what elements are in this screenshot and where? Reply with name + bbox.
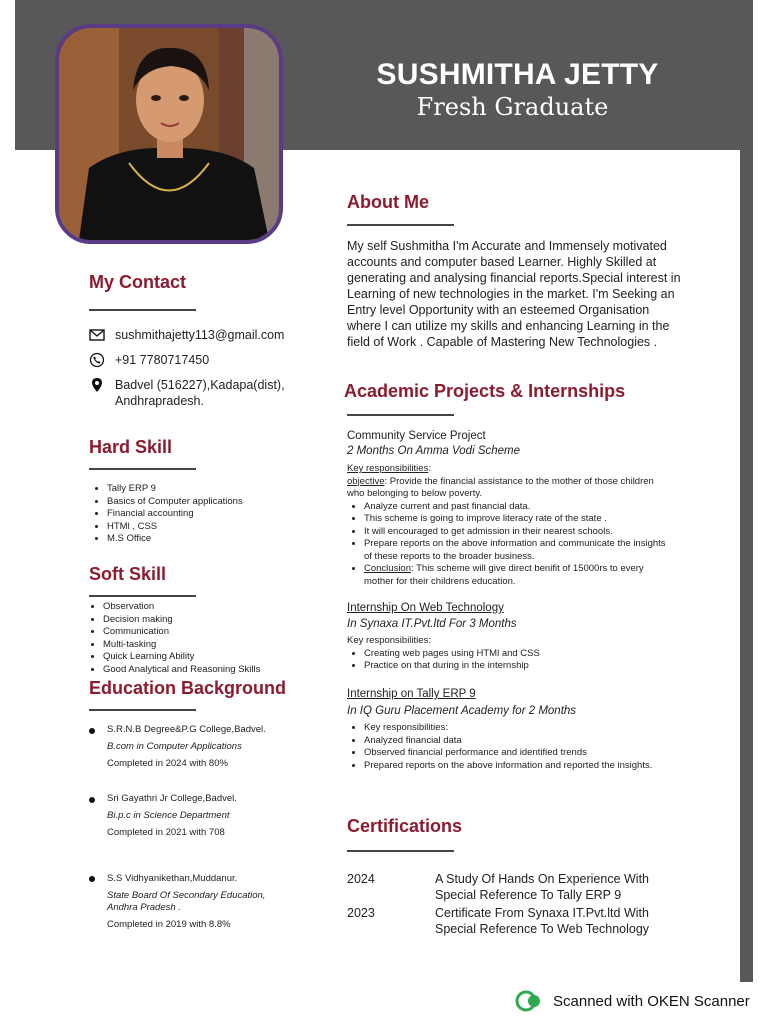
web-internship-subtitle: In Synaxa IT.Pvt.ltd For 3 Months [347, 618, 517, 630]
contact-divider [89, 309, 196, 311]
education-title: Education Background [89, 678, 287, 698]
phone-icon [89, 352, 105, 368]
list-item: • Basics of Computer applications [107, 496, 243, 509]
education-divider [89, 709, 196, 711]
web-list [347, 648, 697, 673]
cert-year: 2024 [347, 872, 375, 886]
education-completed: Completed in 2024 with 80% [107, 758, 228, 769]
community-objective [347, 476, 697, 489]
projects-divider [347, 414, 454, 416]
list-item: • Observed financial performance and identified trends [364, 747, 707, 760]
list-item: • This scheme is going to improve literacy rate of the state . [364, 513, 697, 526]
education-course: State Board Of Secondary Education, [107, 890, 266, 901]
candidate-name: SUSHMITHA JETTY [376, 58, 659, 91]
list-item: • Good Analytical and Reasoning Skills [103, 664, 260, 677]
community-key-colon: : [428, 463, 431, 474]
education-bullet [89, 728, 95, 734]
objective-text-line2: who belonging to below poverty. [347, 488, 483, 499]
list-item: • Financial accounting [107, 508, 243, 521]
certifications-divider [347, 850, 454, 852]
education-course: Bi.p.c in Science Department [107, 810, 230, 821]
scanner-text: Scanned with OKEN Scanner [553, 992, 750, 1010]
about-line: My self Sushmitha I'm Accurate and Immensely motivated [347, 239, 667, 253]
education-entry [107, 724, 266, 770]
list-item: • HTMl , CSS [107, 521, 243, 534]
about-line: where I can utilize my skills and enhancing Learning in the [347, 319, 670, 333]
cert-entry [435, 871, 649, 903]
about-title: About Me [347, 192, 429, 212]
conclusion-text-line2: mother for their childrens education. [364, 576, 516, 588]
scanner-logo-icon [515, 990, 545, 1012]
list-item: • Tally ERP 9 [107, 483, 243, 496]
education-school: Sri Gayathri Jr College,Badvel. [107, 793, 237, 804]
education-course: B.com in Computer Applications [107, 741, 242, 752]
about-line: generating and analysing financial reports.Special interest in [347, 271, 681, 285]
list-item: • It will encouraged to get admission in their nearest schools. [364, 526, 697, 539]
contact-phone[interactable]: +91 7780717450 [115, 353, 210, 367]
cert-line1: A Study Of Hands On Experience With [435, 872, 649, 886]
contact-address-line1: Badvel (516227),Kadapa(dist), [115, 378, 285, 392]
scanner-watermark [515, 990, 750, 1012]
community-list [347, 501, 697, 589]
soft-skill-divider [89, 595, 196, 597]
projects-title: Academic Projects & Internships [344, 381, 626, 401]
list-item: • M.S Office [107, 533, 243, 546]
education-school: S.S Vidhyanikethan,Muddanur. [107, 873, 238, 884]
profile-photo-illustration [59, 28, 279, 240]
conclusion-text: : This scheme will give direct benifit of 15000rs to every [411, 563, 644, 575]
list-item: • Key responsibilities: [364, 722, 707, 735]
about-line: field of Work . Capable of Mastering New Technologies . [347, 335, 658, 349]
objective-text: : Provide the financial assistance to the mother of those children [384, 475, 654, 487]
education-course-line2: Andhra Pradesh . [107, 902, 181, 913]
education-entry [107, 793, 237, 839]
cert-line2: Special Reference To Web Technology [435, 922, 650, 936]
cert-year: 2023 [347, 906, 375, 920]
community-project [347, 429, 697, 589]
community-key-row [347, 463, 697, 476]
soft-skill-list [91, 601, 260, 677]
cert-line2: Special Reference To Tally ERP 9 [435, 888, 622, 902]
list-item: • Creating web pages using HTMl and CSS [364, 648, 697, 661]
education-bullet [89, 876, 95, 882]
list-item: • Prepared reports on the above information and reported the insights. [364, 760, 707, 773]
location-pin-icon [89, 377, 105, 393]
right-shadow-bar [740, 150, 753, 982]
hard-skill-divider [89, 468, 196, 470]
hard-skill-title: Hard Skill [89, 437, 173, 457]
list-item: • Practice on that during in the internship [364, 660, 697, 673]
about-line: Entry level Opportunity with an esteemed Organisation [347, 303, 650, 317]
about-line: Learning of new technologies in the market. I'm Seeking an [347, 287, 675, 301]
candidate-subtitle: Fresh Graduate [416, 93, 609, 121]
community-key-label: Key responsibilities [347, 463, 429, 474]
tally-internship-title: Internship on Tally ERP 9 [347, 688, 476, 700]
list-item: • Observation [103, 601, 260, 614]
list-item: • Analyzed financial data [364, 735, 707, 748]
education-completed: Completed in 2021 with 708 [107, 827, 225, 838]
contact-address-row [89, 377, 285, 409]
community-project-title: Community Service Project [347, 430, 486, 442]
contact-phone-row [89, 352, 209, 368]
list-item: • Prepare reports on the above information and communicate the insights [364, 538, 697, 551]
tally-list [347, 722, 707, 772]
list-item: • Multi-tasking [103, 639, 260, 652]
education-entry [107, 873, 265, 931]
hard-skill-list [95, 483, 243, 546]
education-school: S.R.N.B Degree&P.G College,Badvel. [107, 724, 266, 735]
web-key-label: Key responsibilities: [347, 635, 431, 646]
tally-internship [347, 687, 707, 772]
soft-skill-title: Soft Skill [89, 564, 167, 584]
list-item: • Quick Learning Ability [103, 651, 260, 664]
cert-entry [435, 905, 649, 937]
list-item: • Decision making [103, 614, 260, 627]
about-line: accounts and computer based Learner. Highly Skilled at [347, 255, 657, 269]
web-internship [347, 601, 697, 673]
tally-internship-subtitle: In IQ Guru Placement Academy for 2 Months [347, 705, 577, 717]
profile-photo [55, 24, 283, 244]
about-text [347, 238, 727, 350]
cert-line1: Certificate From Synaxa IT.Pvt.ltd With [435, 906, 649, 920]
contact-email-row [89, 327, 284, 343]
community-project-subtitle: 2 Months On Amma Vodi Scheme [347, 445, 520, 457]
list-item-conclusion [364, 563, 697, 576]
contact-email[interactable]: sushmithajetty113@gmail.com [115, 328, 285, 342]
objective-label: objective [347, 475, 385, 487]
web-internship-title: Internship On Web Technology [347, 602, 504, 614]
conclusion-label: Conclusion [364, 563, 411, 575]
mail-icon [89, 327, 105, 343]
contact-title: My Contact [89, 272, 187, 292]
education-completed: Completed in 2019 with 8.8% [107, 919, 231, 930]
contact-address-line2: Andhrapradesh. [115, 394, 204, 408]
certifications-title: Certifications [347, 816, 463, 836]
list-item: • Analyze current and past financial data. [364, 501, 697, 514]
education-bullet [89, 797, 95, 803]
about-divider [347, 224, 454, 226]
list-item: • Communication [103, 626, 260, 639]
list-item: of these reports to the broader business. [364, 550, 535, 562]
